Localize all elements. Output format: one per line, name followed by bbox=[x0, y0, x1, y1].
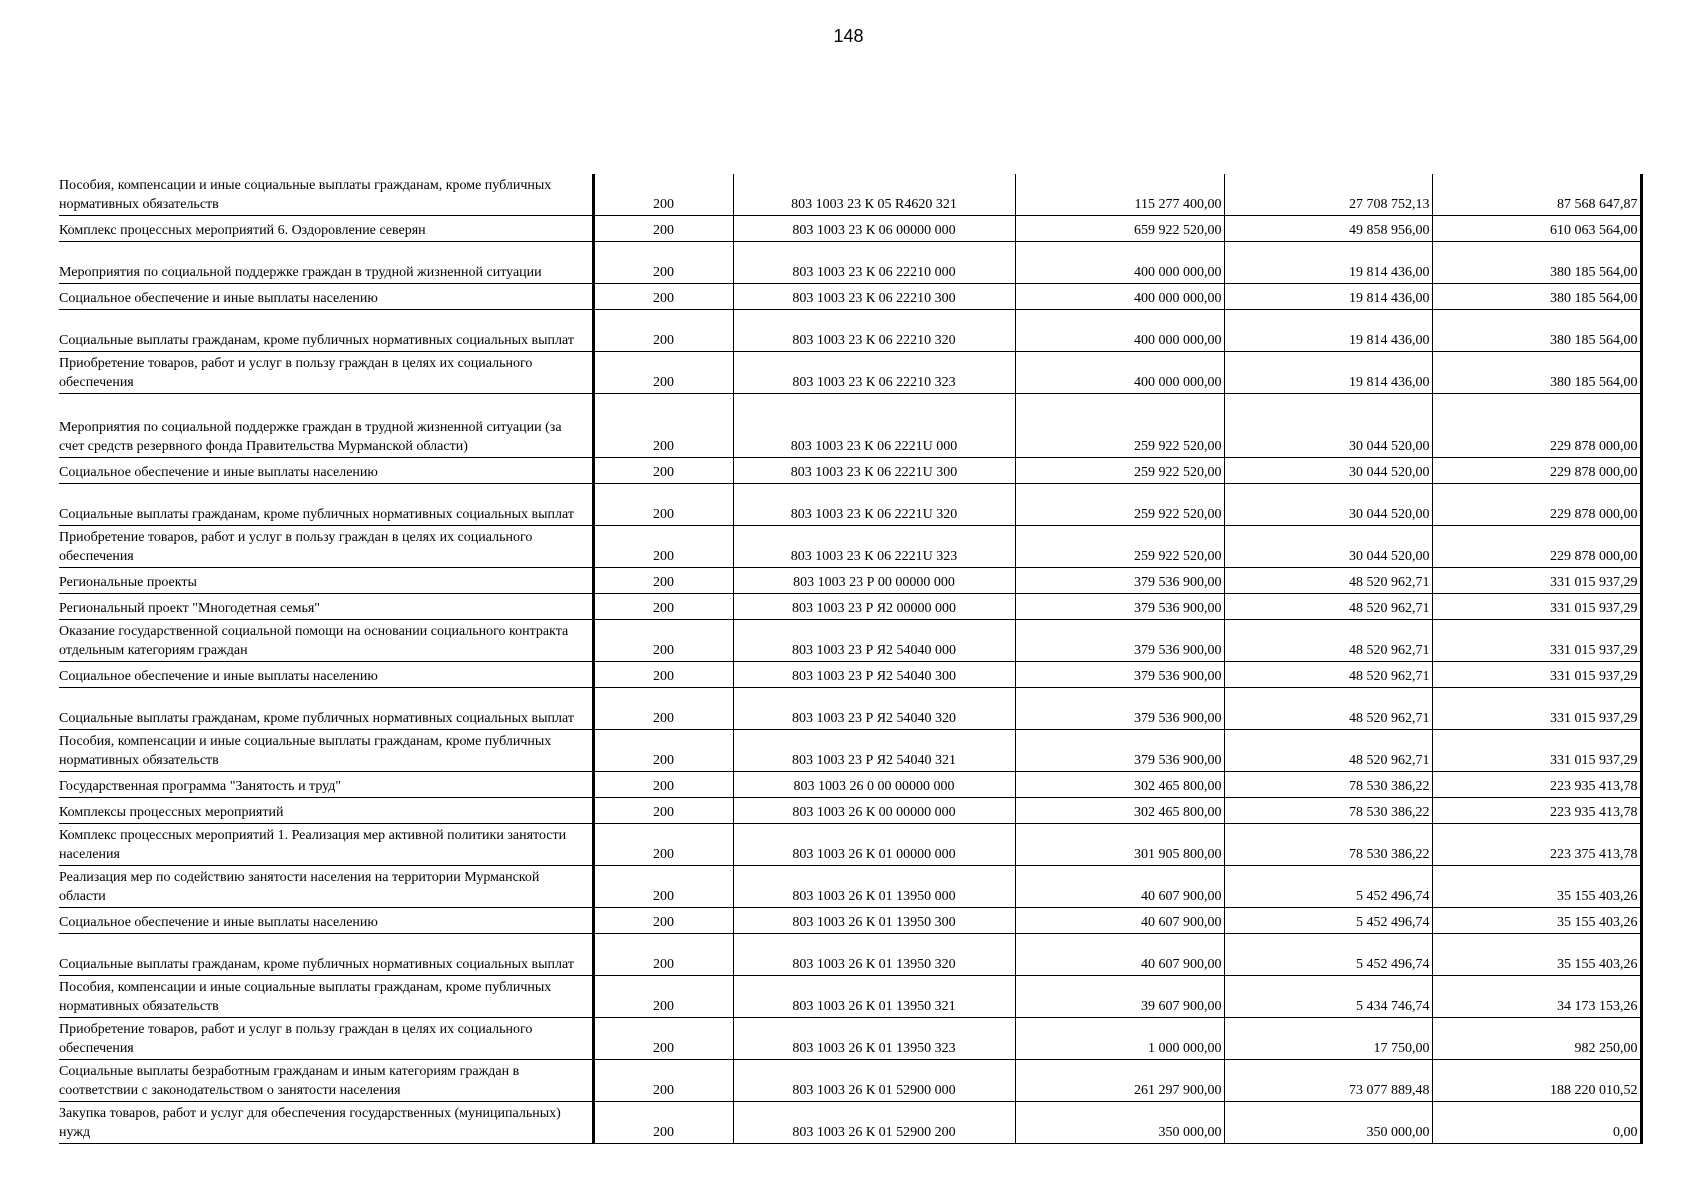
table-row bbox=[59, 688, 1641, 730]
row-amount-planned: 301 905 800,00 bbox=[1015, 824, 1224, 866]
row-name-text: Мероприятия по социальной поддержке граждан в трудной жизненной ситуации (за счет средств резервного фонда Правительства Мурманской области) bbox=[59, 420, 562, 454]
row-amount-remaining: 380 185 564,00 bbox=[1432, 284, 1641, 310]
row-name-text: Социальное обеспечение и иные выплаты населению bbox=[59, 291, 378, 306]
row-name-text: Мероприятия по социальной поддержке граждан в трудной жизненной ситуации bbox=[59, 265, 542, 280]
row-name bbox=[59, 976, 593, 1018]
row-name-text: Социальное обеспечение и иные выплаты населению bbox=[59, 465, 378, 480]
table-row bbox=[59, 934, 1641, 976]
row-name-text: Социальное обеспечение и иные выплаты населению bbox=[59, 669, 378, 684]
row-classification-code: 803 1003 26 К 01 52900 000 bbox=[733, 1060, 1015, 1102]
row-name bbox=[59, 352, 593, 394]
row-name bbox=[59, 934, 593, 976]
row-name bbox=[59, 730, 593, 772]
row-name-text: Социальные выплаты гражданам, кроме публичных нормативных социальных выплат bbox=[59, 957, 574, 972]
row-amount-executed: 49 858 956,00 bbox=[1224, 216, 1432, 242]
row-code: 200 bbox=[593, 934, 733, 976]
budget-table-container bbox=[59, 174, 1641, 1144]
row-classification-code: 803 1003 23 К 06 22210 300 bbox=[733, 284, 1015, 310]
table-row bbox=[59, 174, 1641, 216]
row-code: 200 bbox=[593, 662, 733, 688]
row-code: 200 bbox=[593, 1018, 733, 1060]
row-classification-code: 803 1003 26 0 00 00000 000 bbox=[733, 772, 1015, 798]
row-amount-remaining: 331 015 937,29 bbox=[1432, 620, 1641, 662]
row-name-text: Региональные проекты bbox=[59, 575, 197, 590]
row-amount-executed: 350 000,00 bbox=[1224, 1102, 1432, 1144]
row-name-text: Комплекс процессных мероприятий 6. Оздоровление северян bbox=[59, 223, 426, 238]
row-code: 200 bbox=[593, 526, 733, 568]
row-amount-executed: 19 814 436,00 bbox=[1224, 284, 1432, 310]
row-amount-planned: 400 000 000,00 bbox=[1015, 352, 1224, 394]
table-row bbox=[59, 568, 1641, 594]
row-code: 200 bbox=[593, 394, 733, 458]
row-amount-remaining: 610 063 564,00 bbox=[1432, 216, 1641, 242]
row-name bbox=[59, 174, 593, 216]
row-amount-planned: 400 000 000,00 bbox=[1015, 242, 1224, 284]
row-classification-code: 803 1003 23 К 06 2221U 000 bbox=[733, 394, 1015, 458]
table-row bbox=[59, 594, 1641, 620]
row-amount-planned: 259 922 520,00 bbox=[1015, 394, 1224, 458]
table-row bbox=[59, 620, 1641, 662]
row-code: 200 bbox=[593, 242, 733, 284]
row-classification-code: 803 1003 23 К 06 00000 000 bbox=[733, 216, 1015, 242]
row-code: 200 bbox=[593, 730, 733, 772]
row-name bbox=[59, 310, 593, 352]
row-classification-code: 803 1003 23 Р Я2 54040 320 bbox=[733, 688, 1015, 730]
row-code: 200 bbox=[593, 458, 733, 484]
row-amount-planned: 261 297 900,00 bbox=[1015, 1060, 1224, 1102]
row-code: 200 bbox=[593, 174, 733, 216]
row-name-text: Приобретение товаров, работ и услуг в пользу граждан в целях их социального обеспечения bbox=[59, 530, 533, 564]
row-code: 200 bbox=[593, 976, 733, 1018]
row-amount-planned: 40 607 900,00 bbox=[1015, 908, 1224, 934]
row-classification-code: 803 1003 23 Р 00 00000 000 bbox=[733, 568, 1015, 594]
row-code: 200 bbox=[593, 484, 733, 526]
row-amount-remaining: 229 878 000,00 bbox=[1432, 458, 1641, 484]
row-amount-remaining: 223 935 413,78 bbox=[1432, 772, 1641, 798]
row-amount-planned: 379 536 900,00 bbox=[1015, 568, 1224, 594]
row-name bbox=[59, 1060, 593, 1102]
row-name-text: Государственная программа "Занятость и труд" bbox=[59, 779, 342, 794]
row-amount-remaining: 331 015 937,29 bbox=[1432, 688, 1641, 730]
row-amount-planned: 379 536 900,00 bbox=[1015, 662, 1224, 688]
row-amount-remaining: 35 155 403,26 bbox=[1432, 934, 1641, 976]
row-amount-planned: 259 922 520,00 bbox=[1015, 526, 1224, 568]
row-code: 200 bbox=[593, 352, 733, 394]
row-name-text: Приобретение товаров, работ и услуг в пользу граждан в целях их социального обеспечения bbox=[59, 356, 533, 390]
row-name-text: Приобретение товаров, работ и услуг в пользу граждан в целях их социального обеспечения bbox=[59, 1022, 533, 1056]
row-amount-remaining: 35 155 403,26 bbox=[1432, 866, 1641, 908]
row-name bbox=[59, 394, 593, 458]
row-name bbox=[59, 242, 593, 284]
row-code: 200 bbox=[593, 824, 733, 866]
table-row bbox=[59, 284, 1641, 310]
table-row bbox=[59, 798, 1641, 824]
row-code: 200 bbox=[593, 1060, 733, 1102]
row-classification-code: 803 1003 23 К 05 R4620 321 bbox=[733, 174, 1015, 216]
row-amount-executed: 48 520 962,71 bbox=[1224, 688, 1432, 730]
table-row bbox=[59, 242, 1641, 284]
row-code: 200 bbox=[593, 216, 733, 242]
row-amount-planned: 39 607 900,00 bbox=[1015, 976, 1224, 1018]
row-name-text: Оказание государственной социальной помощи на основании социального контракта отдельным категориям граждан bbox=[59, 624, 569, 658]
row-amount-planned: 302 465 800,00 bbox=[1015, 798, 1224, 824]
row-classification-code: 803 1003 26 К 01 00000 000 bbox=[733, 824, 1015, 866]
row-name bbox=[59, 1102, 593, 1144]
row-amount-executed: 73 077 889,48 bbox=[1224, 1060, 1432, 1102]
row-amount-planned: 302 465 800,00 bbox=[1015, 772, 1224, 798]
row-classification-code: 803 1003 26 К 01 52900 200 bbox=[733, 1102, 1015, 1144]
row-amount-remaining: 982 250,00 bbox=[1432, 1018, 1641, 1060]
row-amount-executed: 30 044 520,00 bbox=[1224, 526, 1432, 568]
row-amount-remaining: 34 173 153,26 bbox=[1432, 976, 1641, 1018]
row-amount-planned: 379 536 900,00 bbox=[1015, 620, 1224, 662]
row-amount-executed: 78 530 386,22 bbox=[1224, 772, 1432, 798]
row-amount-planned: 379 536 900,00 bbox=[1015, 594, 1224, 620]
table-row bbox=[59, 394, 1641, 458]
row-name bbox=[59, 866, 593, 908]
page-number: 148 bbox=[833, 26, 864, 46]
row-name-text: Реализация мер по содействию занятости населения на территории Мурманской области bbox=[59, 870, 540, 904]
table-row bbox=[59, 352, 1641, 394]
row-amount-remaining: 229 878 000,00 bbox=[1432, 484, 1641, 526]
table-row bbox=[59, 730, 1641, 772]
row-amount-planned: 1 000 000,00 bbox=[1015, 1018, 1224, 1060]
table-row bbox=[59, 216, 1641, 242]
row-amount-planned: 379 536 900,00 bbox=[1015, 688, 1224, 730]
row-name-text: Пособия, компенсации и иные социальные выплаты гражданам, кроме публичных нормативных обязательств bbox=[59, 734, 552, 768]
row-amount-executed: 5 434 746,74 bbox=[1224, 976, 1432, 1018]
row-classification-code: 803 1003 26 К 01 13950 323 bbox=[733, 1018, 1015, 1060]
row-classification-code: 803 1003 23 К 06 2221U 300 bbox=[733, 458, 1015, 484]
row-name-text: Социальные выплаты безработным гражданам и иным категориям граждан в соответствии с законодательством о занятости населения bbox=[59, 1064, 520, 1098]
row-name bbox=[59, 1018, 593, 1060]
row-amount-executed: 17 750,00 bbox=[1224, 1018, 1432, 1060]
row-code: 200 bbox=[593, 866, 733, 908]
row-amount-planned: 400 000 000,00 bbox=[1015, 284, 1224, 310]
row-classification-code: 803 1003 23 К 06 22210 323 bbox=[733, 352, 1015, 394]
row-amount-remaining: 87 568 647,87 bbox=[1432, 174, 1641, 216]
row-amount-executed: 5 452 496,74 bbox=[1224, 866, 1432, 908]
table-row bbox=[59, 866, 1641, 908]
row-amount-planned: 400 000 000,00 bbox=[1015, 310, 1224, 352]
row-code: 200 bbox=[593, 798, 733, 824]
row-amount-planned: 40 607 900,00 bbox=[1015, 866, 1224, 908]
row-classification-code: 803 1003 23 К 06 2221U 320 bbox=[733, 484, 1015, 526]
table-row bbox=[59, 310, 1641, 352]
row-name-text: Закупка товаров, работ и услуг для обеспечения государственных (муниципальных) нужд bbox=[59, 1106, 561, 1140]
row-name-text: Комплекс процессных мероприятий 1. Реализация мер активной политики занятости населения bbox=[59, 828, 567, 862]
row-amount-remaining: 229 878 000,00 bbox=[1432, 526, 1641, 568]
row-amount-remaining: 223 935 413,78 bbox=[1432, 798, 1641, 824]
row-amount-executed: 78 530 386,22 bbox=[1224, 798, 1432, 824]
row-amount-remaining: 331 015 937,29 bbox=[1432, 662, 1641, 688]
row-amount-executed: 5 452 496,74 bbox=[1224, 908, 1432, 934]
row-amount-executed: 30 044 520,00 bbox=[1224, 458, 1432, 484]
row-name-text: Пособия, компенсации и иные социальные выплаты гражданам, кроме публичных нормативных обязательств bbox=[59, 980, 552, 1014]
row-name-text: Комплексы процессных мероприятий bbox=[59, 805, 284, 820]
row-amount-remaining: 0,00 bbox=[1432, 1102, 1641, 1144]
row-classification-code: 803 1003 23 К 06 2221U 323 bbox=[733, 526, 1015, 568]
row-name bbox=[59, 662, 593, 688]
row-amount-executed: 30 044 520,00 bbox=[1224, 484, 1432, 526]
row-amount-remaining: 380 185 564,00 bbox=[1432, 310, 1641, 352]
row-name bbox=[59, 484, 593, 526]
row-amount-remaining: 223 375 413,78 bbox=[1432, 824, 1641, 866]
row-name bbox=[59, 798, 593, 824]
row-code: 200 bbox=[593, 284, 733, 310]
row-name-text: Социальные выплаты гражданам, кроме публичных нормативных социальных выплат bbox=[59, 711, 574, 726]
row-amount-remaining: 331 015 937,29 bbox=[1432, 594, 1641, 620]
row-code: 200 bbox=[593, 568, 733, 594]
row-amount-executed: 27 708 752,13 bbox=[1224, 174, 1432, 216]
row-amount-executed: 30 044 520,00 bbox=[1224, 394, 1432, 458]
row-amount-executed: 19 814 436,00 bbox=[1224, 310, 1432, 352]
row-amount-executed: 48 520 962,71 bbox=[1224, 620, 1432, 662]
table-row bbox=[59, 1018, 1641, 1060]
row-name bbox=[59, 284, 593, 310]
row-code: 200 bbox=[593, 620, 733, 662]
row-name bbox=[59, 458, 593, 484]
row-code: 200 bbox=[593, 908, 733, 934]
row-name-text: Социальное обеспечение и иные выплаты населению bbox=[59, 915, 378, 930]
table-row bbox=[59, 526, 1641, 568]
row-amount-executed: 5 452 496,74 bbox=[1224, 934, 1432, 976]
row-classification-code: 803 1003 26 К 01 13950 000 bbox=[733, 866, 1015, 908]
row-amount-remaining: 331 015 937,29 bbox=[1432, 730, 1641, 772]
row-amount-executed: 48 520 962,71 bbox=[1224, 594, 1432, 620]
row-name bbox=[59, 688, 593, 730]
row-code: 200 bbox=[593, 772, 733, 798]
table-row bbox=[59, 772, 1641, 798]
table-row bbox=[59, 662, 1641, 688]
row-name bbox=[59, 772, 593, 798]
row-name-text: Социальные выплаты гражданам, кроме публичных нормативных социальных выплат bbox=[59, 507, 574, 522]
row-amount-remaining: 35 155 403,26 bbox=[1432, 908, 1641, 934]
row-code: 200 bbox=[593, 688, 733, 730]
row-classification-code: 803 1003 26 К 01 13950 320 bbox=[733, 934, 1015, 976]
row-name bbox=[59, 824, 593, 866]
row-classification-code: 803 1003 23 К 06 22210 320 bbox=[733, 310, 1015, 352]
budget-table-body bbox=[59, 174, 1641, 1144]
table-row bbox=[59, 908, 1641, 934]
budget-table bbox=[59, 174, 1643, 1144]
row-classification-code: 803 1003 26 К 01 13950 321 bbox=[733, 976, 1015, 1018]
row-amount-executed: 19 814 436,00 bbox=[1224, 352, 1432, 394]
table-row bbox=[59, 484, 1641, 526]
row-name bbox=[59, 568, 593, 594]
row-name bbox=[59, 908, 593, 934]
row-name bbox=[59, 216, 593, 242]
row-name-text: Региональный проект "Многодетная семья" bbox=[59, 601, 320, 616]
row-amount-remaining: 188 220 010,52 bbox=[1432, 1060, 1641, 1102]
table-row bbox=[59, 976, 1641, 1018]
row-code: 200 bbox=[593, 310, 733, 352]
row-name-text: Социальные выплаты гражданам, кроме публичных нормативных социальных выплат bbox=[59, 333, 574, 348]
row-amount-executed: 48 520 962,71 bbox=[1224, 568, 1432, 594]
row-amount-remaining: 331 015 937,29 bbox=[1432, 568, 1641, 594]
table-row bbox=[59, 1102, 1641, 1144]
row-amount-executed: 48 520 962,71 bbox=[1224, 662, 1432, 688]
row-amount-remaining: 229 878 000,00 bbox=[1432, 394, 1641, 458]
row-classification-code: 803 1003 23 Р Я2 54040 321 bbox=[733, 730, 1015, 772]
row-code: 200 bbox=[593, 1102, 733, 1144]
table-row bbox=[59, 824, 1641, 866]
row-name bbox=[59, 620, 593, 662]
row-amount-planned: 379 536 900,00 bbox=[1015, 730, 1224, 772]
row-amount-planned: 115 277 400,00 bbox=[1015, 174, 1224, 216]
row-name-text: Пособия, компенсации и иные социальные выплаты гражданам, кроме публичных нормативных обязательств bbox=[59, 178, 552, 212]
table-row bbox=[59, 1060, 1641, 1102]
row-classification-code: 803 1003 23 Р Я2 54040 000 bbox=[733, 620, 1015, 662]
row-amount-planned: 259 922 520,00 bbox=[1015, 458, 1224, 484]
row-amount-executed: 19 814 436,00 bbox=[1224, 242, 1432, 284]
row-classification-code: 803 1003 23 Р Я2 54040 300 bbox=[733, 662, 1015, 688]
row-amount-planned: 259 922 520,00 bbox=[1015, 484, 1224, 526]
table-row bbox=[59, 458, 1641, 484]
row-amount-executed: 78 530 386,22 bbox=[1224, 824, 1432, 866]
row-amount-executed: 48 520 962,71 bbox=[1224, 730, 1432, 772]
row-classification-code: 803 1003 26 К 01 13950 300 bbox=[733, 908, 1015, 934]
row-classification-code: 803 1003 23 Р Я2 00000 000 bbox=[733, 594, 1015, 620]
row-amount-planned: 40 607 900,00 bbox=[1015, 934, 1224, 976]
row-amount-remaining: 380 185 564,00 bbox=[1432, 242, 1641, 284]
row-amount-remaining: 380 185 564,00 bbox=[1432, 352, 1641, 394]
row-amount-planned: 350 000,00 bbox=[1015, 1102, 1224, 1144]
row-name bbox=[59, 594, 593, 620]
row-classification-code: 803 1003 26 К 00 00000 000 bbox=[733, 798, 1015, 824]
row-classification-code: 803 1003 23 К 06 22210 000 bbox=[733, 242, 1015, 284]
row-amount-planned: 659 922 520,00 bbox=[1015, 216, 1224, 242]
row-name bbox=[59, 526, 593, 568]
row-code: 200 bbox=[593, 594, 733, 620]
